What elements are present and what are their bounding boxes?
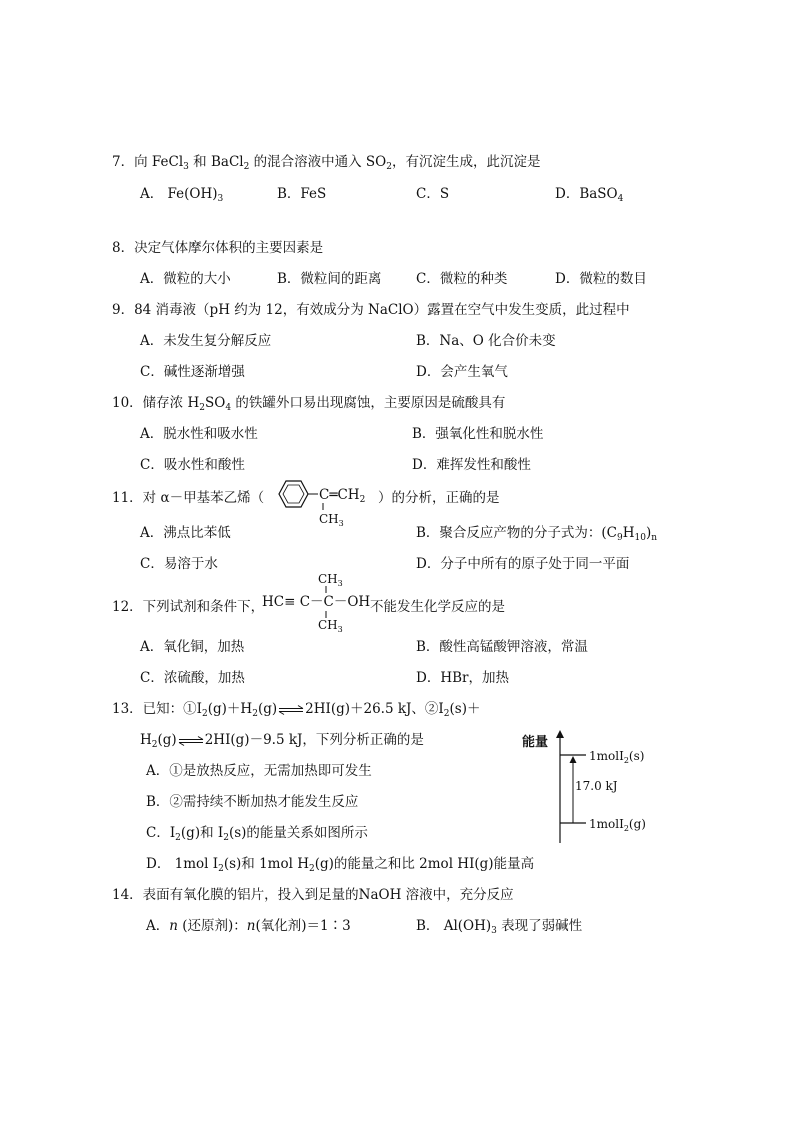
q12-option-d[interactable]: D．HBr，加热	[416, 670, 509, 686]
stem-text: 10．储存浓 H	[112, 395, 200, 411]
gap-arrow-icon	[570, 756, 577, 763]
option-text: A．	[146, 918, 170, 934]
q7-option-b[interactable]	[277, 182, 326, 202]
stem-text: H	[140, 732, 152, 748]
structure-main-text: C═CH	[319, 487, 360, 503]
subscript: 3	[337, 625, 343, 633]
q11-option-a[interactable]: A．沸点比苯低	[140, 525, 231, 541]
q13-option-d[interactable]	[146, 852, 534, 874]
svg-text:CH3	[318, 618, 343, 633]
level-bottom-state: (g)	[628, 817, 646, 831]
stem-text: 2HI(g)＋26.5 kJ、②I	[305, 701, 444, 717]
q10-option-d[interactable]: D．难挥发性和酸性	[412, 457, 531, 473]
axis-arrow-icon	[556, 730, 564, 738]
q8-option-d[interactable]: D．微粒的数目	[555, 271, 647, 287]
question-13-line1	[112, 697, 480, 719]
italic-n: n	[169, 918, 178, 934]
alpha-methylstyrene-structure	[268, 476, 388, 526]
option-text: H	[622, 525, 635, 541]
structure-main-text: HC≡ C－C－OH	[262, 594, 371, 610]
svg-text:CH3	[319, 512, 344, 526]
subscript: 2	[252, 709, 258, 719]
subscript: 2	[175, 833, 181, 843]
subscript: 3	[183, 162, 189, 172]
alkynol-structure	[260, 571, 372, 633]
subscript: 4	[225, 403, 232, 413]
q9-option-c[interactable]: C．碱性逐渐增强	[140, 364, 245, 380]
option-text: (s)的能量关系如图所示	[228, 825, 368, 841]
q14-option-b[interactable]	[416, 914, 582, 936]
option-text: C．S	[416, 186, 450, 202]
q11-option-d[interactable]: D．分子中所有的原子处于同一平面	[416, 556, 630, 572]
subscript: 3	[217, 194, 224, 204]
stem-text: (g)＋H	[207, 701, 253, 717]
svg-text:1molI2(g)	[589, 817, 646, 833]
option-text: (g)的能量之和比 2mol HI(g)能量高	[314, 856, 535, 872]
level-bottom-label: 1molI	[589, 817, 624, 831]
q10-option-a[interactable]: A．脱水性和吸水性	[140, 426, 258, 442]
subscript: 9	[617, 533, 623, 543]
structure-top-text: CH	[318, 572, 338, 586]
option-text: )	[646, 525, 652, 541]
question-7-stem	[112, 150, 540, 172]
equilibrium-arrow-icon	[278, 705, 304, 715]
subscript: 2	[243, 162, 250, 172]
energy-gap-value: 17.0 kJ	[575, 779, 618, 793]
question-11-stem-pre: 11．对 α－甲基苯乙烯（	[112, 490, 265, 506]
q8-option-b[interactable]: B．微粒间的距离	[277, 271, 382, 287]
q12-option-c[interactable]: C．浓硫酸，加热	[140, 670, 245, 686]
svg-text:CH3	[318, 572, 343, 588]
question-13-line2	[140, 728, 424, 750]
option-text: (g)和 I	[180, 825, 224, 841]
q11-option-b[interactable]	[416, 521, 657, 543]
subscript: 3	[337, 579, 343, 588]
subscript: 2	[223, 833, 229, 843]
q8-option-c[interactable]: C．微粒的种类	[416, 271, 508, 287]
option-text: D．BaSO	[555, 186, 618, 202]
stem-text: 的铁罐外口易出现腐蚀，主要原因是硫酸具有	[231, 395, 506, 411]
italic-n: n	[246, 918, 256, 934]
subscript: 2	[218, 864, 224, 874]
subscript: 2	[308, 864, 315, 874]
stem-text: SO	[204, 395, 226, 411]
q9-option-d[interactable]: D．会产生氧气	[416, 364, 508, 380]
subscript: 2	[623, 824, 629, 833]
subscript: 2	[151, 740, 158, 750]
option-text: (氧化剂)＝1∶3	[255, 918, 351, 934]
subscript: 2	[443, 709, 450, 719]
q10-option-b[interactable]: B．强氧化性和脱水性	[412, 426, 544, 442]
q13-option-a[interactable]: A．①是放热反应，无需加热即可发生	[146, 763, 372, 779]
stem-text: (s)＋	[449, 701, 481, 717]
q9-option-b[interactable]: B．Na、O 化合价未变	[416, 333, 556, 349]
stem-text: (g)	[257, 701, 278, 717]
subscript: 2	[623, 756, 629, 765]
q12-option-a[interactable]: A．氧化铜，加热	[140, 639, 245, 655]
structure-bottom-text: CH	[318, 618, 338, 632]
stem-text: 13．已知：①I	[112, 701, 203, 717]
question-8-stem: 8．决定气体摩尔体积的主要因素是	[112, 240, 324, 256]
energy-level-diagram	[520, 728, 680, 848]
stem-text: 2HI(g)－9.5 kJ，下列分析正确的是	[204, 732, 424, 748]
q10-option-c[interactable]: C．吸水性和酸性	[140, 457, 245, 473]
q7-option-d[interactable]	[555, 182, 623, 204]
equilibrium-arrow-icon	[178, 736, 204, 746]
svg-text:C═CH2	[319, 487, 365, 505]
option-text: B．聚合反应产物的分子式为：(C	[416, 525, 618, 541]
question-12-stem-pre: 12．下列试剂和条件下，	[112, 599, 265, 615]
question-14-stem: 14．表面有氧化膜的铝片，投入到足量的NaOH 溶液中，充分反应	[112, 887, 514, 903]
option-text: B． Al(OH)	[416, 918, 492, 934]
stem-text: (g)	[157, 732, 177, 748]
subscript: 2	[386, 162, 392, 172]
option-text: A． Fe(OH)	[140, 186, 218, 202]
stem-text: ，有沉淀生成，此沉淀是	[391, 154, 541, 170]
level-top-label: 1molI	[589, 749, 624, 763]
q14-option-a[interactable]	[146, 914, 351, 934]
q9-option-a[interactable]: A．未发生复分解反应	[140, 333, 272, 349]
subscript: 10	[634, 533, 646, 543]
level-top-state: (s)	[628, 749, 645, 763]
option-text: (s)和 1mol H	[223, 856, 309, 872]
q8-option-a[interactable]: A．微粒的大小	[140, 271, 231, 287]
subscript: 3	[491, 926, 497, 936]
q7-option-a[interactable]	[140, 182, 223, 204]
option-text: C．I	[146, 825, 176, 841]
question-10-stem	[112, 391, 505, 413]
question-9-stem: 9．84 消毒液（pH 约为 12，有效成分为 NaClO）露置在空气中发生变质，此过程中	[112, 302, 630, 318]
question-number: 7．	[112, 154, 135, 170]
svg-text:1molI2(s)	[589, 749, 644, 765]
stem-text: 的混合溶液中通入 SO	[249, 154, 387, 170]
energy-axis-label: 能量	[522, 735, 549, 750]
option-text: (还原剂)：	[177, 918, 247, 934]
option-text: D． 1mol I	[146, 856, 219, 872]
subscript: 3	[338, 519, 344, 526]
option-text: B．FeS	[277, 186, 327, 202]
q11-option-c[interactable]: C．易溶于水	[140, 556, 218, 572]
subscript: n	[651, 533, 658, 543]
subscript: 4	[617, 194, 624, 204]
stem-text: 向 FeCl	[134, 154, 184, 170]
subscript: 2	[199, 403, 205, 413]
q13-option-c[interactable]	[146, 821, 368, 843]
option-text: 表现了弱碱性	[496, 918, 583, 934]
question-12-stem-post: 不能发生化学反应的是	[370, 599, 505, 615]
subscript: 2	[202, 709, 208, 719]
q13-option-b[interactable]: B．②需持续不断加热才能发生反应	[146, 794, 359, 810]
q12-option-b[interactable]: B．酸性高锰酸钾溶液，常温	[416, 639, 588, 655]
stem-text: 和 BaCl	[188, 154, 244, 170]
question-11-stem-post: ）的分析，正确的是	[378, 490, 500, 506]
subscript: 2	[359, 495, 366, 505]
structure-branch-text: CH	[319, 512, 339, 526]
q7-option-c[interactable]	[416, 182, 449, 202]
